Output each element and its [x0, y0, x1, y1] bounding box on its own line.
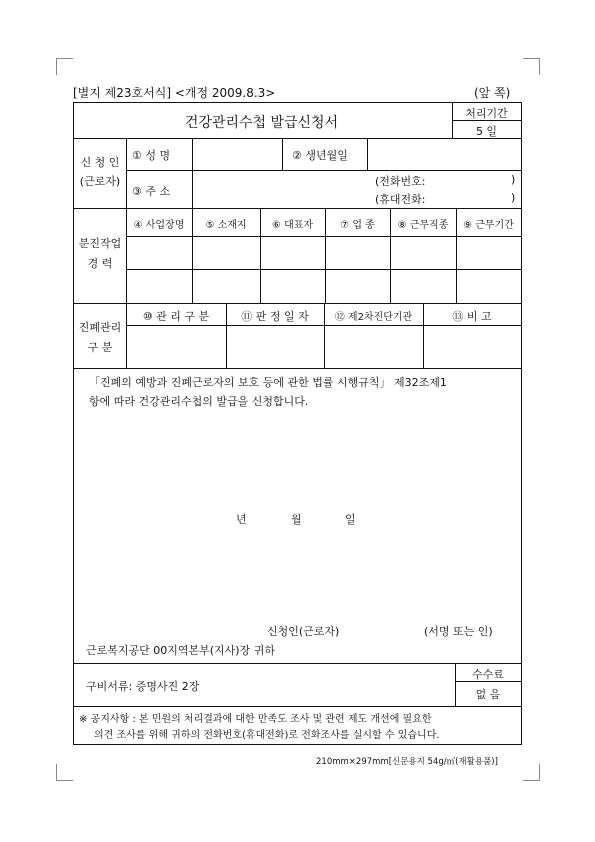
crop-mark-bottom-right: [523, 764, 540, 781]
date-month-label: 월: [291, 513, 302, 526]
class-col-decision-date: ⑪ 판 정 일 자: [241, 310, 309, 323]
work-history-sublabel: 경 력: [87, 257, 113, 270]
mobile-label: (휴대전화:: [375, 193, 426, 206]
page-side-label: (앞 쪽): [474, 86, 511, 100]
class-col-remarks: ⑬ 비 고: [452, 310, 492, 323]
required-documents: 구비서류: 증명사진 2장: [86, 680, 200, 693]
signature-instruction: (서명 또는 인): [424, 625, 493, 638]
work-col-representative: ⑥ 대표자: [271, 220, 314, 231]
work-col-workplace: ④ 사업장명: [133, 220, 185, 231]
notice-line-1: ※ 공지사항 : 본 민원의 처리결과에 대한 만족도 조사 및 관련 제도 개선에 필요한: [79, 714, 432, 725]
birth-date-label: ② 생년월일: [292, 149, 348, 162]
application-form: [73, 102, 522, 745]
class-col-second-clinic: ⑫ 제2차진단기관: [334, 312, 413, 323]
class-col-management: ⑩ 관 리 구 분: [142, 310, 210, 323]
date-day-label: 일: [345, 513, 356, 526]
processing-period-label: 처리기간: [465, 107, 508, 120]
applicant-signature-label: 신청인(근로자): [267, 625, 340, 638]
phone-close-paren: ): [511, 173, 516, 186]
work-col-industry: ⑦ 업 종: [340, 220, 375, 231]
processing-period-value: 5 일: [475, 125, 498, 138]
date-year-label: 년: [236, 513, 247, 526]
statement-line-1: 「진폐의 예방과 진폐근로자의 보호 등에 관한 법률 시행규칙」 제32조제1: [89, 376, 447, 389]
applicant-section-label: 신 청 인: [80, 156, 120, 169]
paper-spec-footer: 210mm×297mm[신문용지 54g/㎡(재활용품)]: [316, 757, 498, 767]
recipient-line: 근로복지공단 00지역본부(지사)장 귀하: [86, 644, 275, 657]
fee-label: 수수료: [472, 668, 504, 681]
crop-mark-top-left: [56, 58, 73, 75]
form-title: 건강관리수첩 발급신청서: [184, 115, 339, 131]
fee-value: 없 음: [475, 688, 501, 701]
work-col-period: ⑨ 근무기간: [463, 220, 514, 231]
crop-mark-bottom-left: [56, 764, 73, 781]
name-field[interactable]: [196, 141, 280, 168]
crop-mark-top-right: [523, 58, 540, 75]
work-history-label: 분진작업: [78, 237, 122, 250]
applicant-section-sublabel: (근로자): [79, 175, 121, 188]
classification-sublabel: 구 분: [87, 341, 113, 354]
statement-line-2: 항에 따라 건강관리수첩의 발급을 신청합니다.: [89, 395, 309, 408]
phone-label: (전화번호:: [375, 175, 426, 188]
classification-label: 진폐관리: [78, 321, 122, 334]
work-col-job-type: ⑧ 근무직종: [397, 220, 449, 231]
notice-line-2: 의견 조사를 위해 귀하의 전화번호(휴대전화)로 전화조사를 실시할 수 있습니다.: [94, 730, 440, 741]
birth-date-field[interactable]: [371, 141, 517, 168]
address-field[interactable]: [196, 173, 396, 205]
work-col-location: ⑤ 소재지: [205, 220, 247, 231]
form-number-label: [별지 제23호서식] <개정 2009.8.3>: [73, 86, 276, 100]
name-label: ① 성 명: [132, 149, 171, 162]
mobile-close-paren: ): [511, 191, 516, 204]
address-label: ③ 주 소: [132, 185, 171, 198]
